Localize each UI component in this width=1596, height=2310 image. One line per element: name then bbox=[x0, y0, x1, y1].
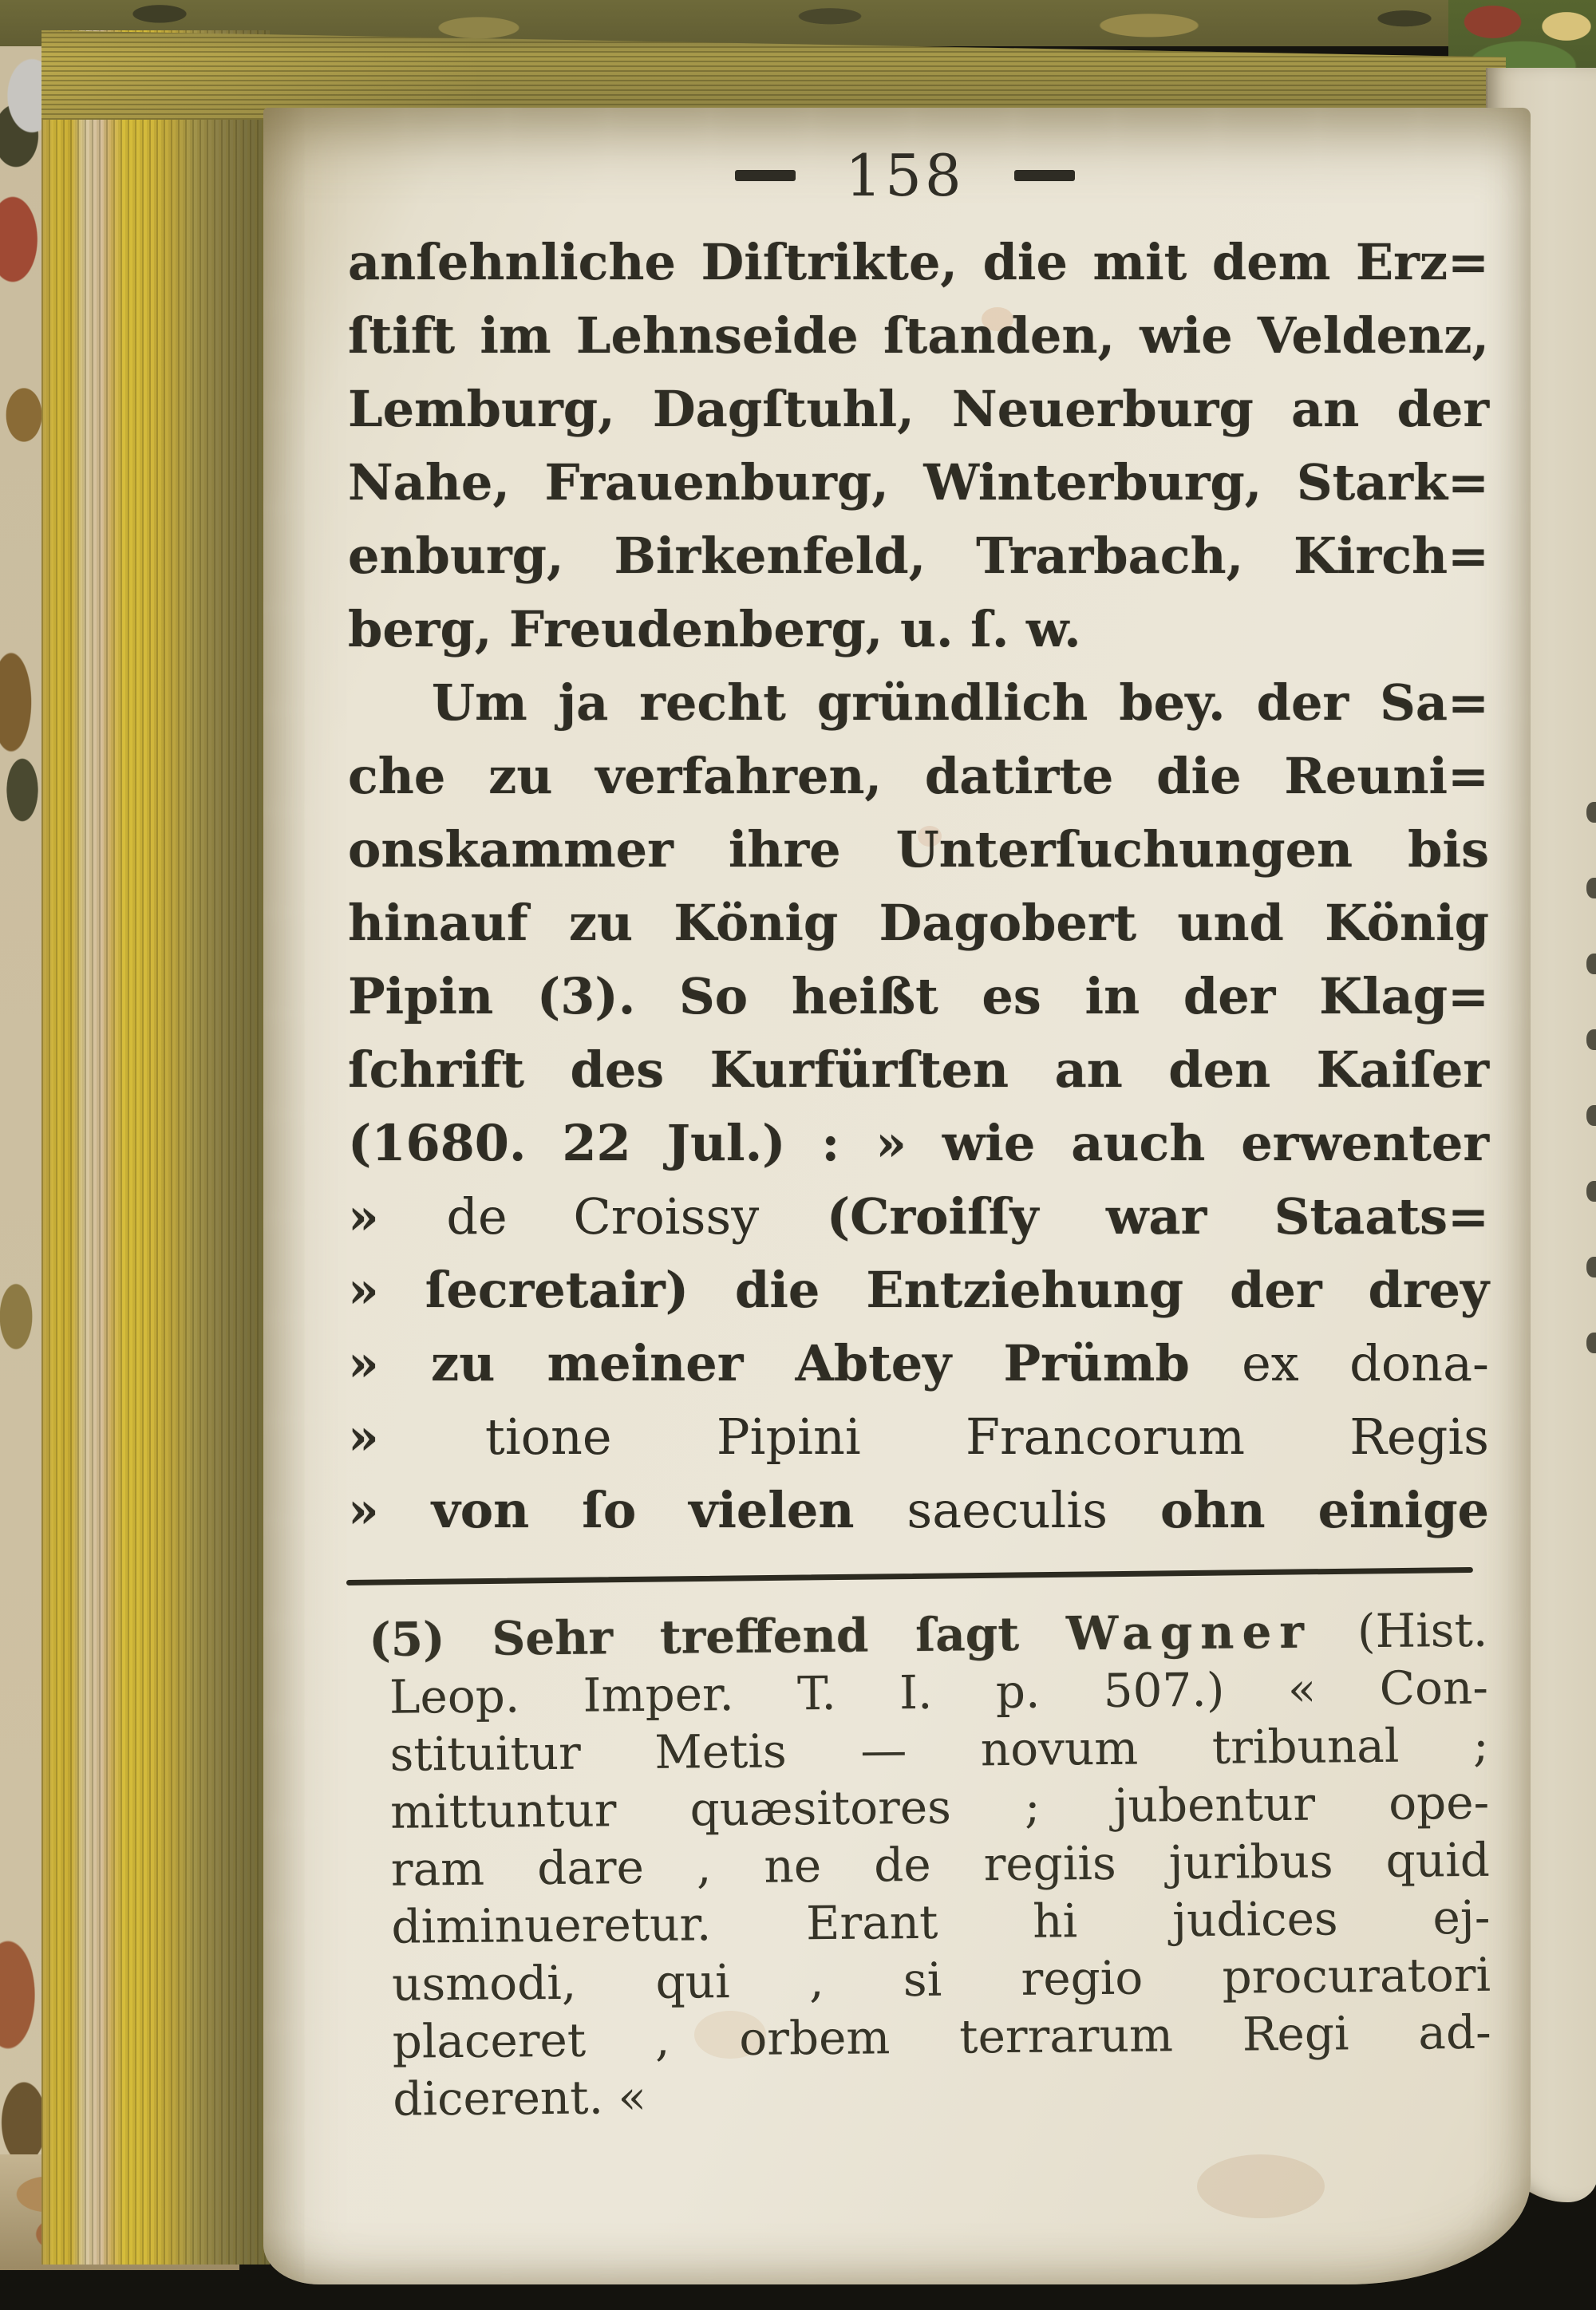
bleed-through-fragment bbox=[1586, 878, 1596, 898]
antiqua-segment: dicerent. « bbox=[393, 2069, 647, 2126]
text-line bbox=[348, 299, 1489, 373]
text-line bbox=[348, 1327, 1489, 1400]
antiqua-segment: saeculis bbox=[907, 1481, 1108, 1539]
antiqua-segment: usmodi, qui , si regio procuratori bbox=[391, 1947, 1491, 2012]
text-line bbox=[348, 813, 1489, 886]
fraktur-segment: Lemburg, Dagſtuhl, Neuerburg an der bbox=[348, 380, 1489, 438]
fraktur-segment: enburg, Birkenfeld, Trarbach, Kirch= bbox=[348, 527, 1489, 585]
fraktur-segment: hinauf zu König Dagobert und König bbox=[348, 894, 1489, 952]
fraktur-segment: ohn einige bbox=[1108, 1481, 1490, 1539]
fraktur-segment: (Croiſſy war Staats= bbox=[759, 1187, 1489, 1246]
bleed-through-fragment bbox=[1586, 1333, 1596, 1353]
text-line bbox=[348, 226, 1489, 299]
text-line bbox=[348, 960, 1489, 1033]
fraktur-segment: Um ja recht gründlich bey. der Sa= bbox=[432, 673, 1489, 732]
text-line bbox=[348, 1400, 1489, 1474]
text-line bbox=[348, 593, 1489, 666]
fraktur-segment: anſehnliche Diſtrikte, die mit dem Erz= bbox=[348, 233, 1489, 291]
antiqua-segment: ex dona- bbox=[1242, 1334, 1489, 1392]
fraktur-segment: » zu meiner Abtey Prümb bbox=[348, 1334, 1242, 1392]
antiqua-segment: Leop. Imper. T. I. p. 507.) « Con- bbox=[389, 1660, 1489, 1724]
antiqua-segment: (Hist. bbox=[1311, 1602, 1488, 1659]
fraktur-segment: Pipin (3). So heißt es in der Klag= bbox=[348, 967, 1489, 1025]
text-line bbox=[372, 1946, 1491, 2013]
text-line bbox=[369, 1716, 1489, 1783]
fraktur-segment: Wagner bbox=[1065, 1604, 1313, 1661]
antiqua-segment: stituitur Metis — novum tribunal ; bbox=[389, 1717, 1489, 1782]
text-line bbox=[348, 1033, 1489, 1107]
book-page bbox=[263, 108, 1531, 2284]
text-line bbox=[370, 1774, 1490, 1841]
text-line bbox=[372, 2004, 1491, 2071]
header-dash-left bbox=[735, 170, 796, 181]
antiqua-segment: de Croissy bbox=[446, 1187, 760, 1246]
antiqua-segment: diminueretur. Erant hi judices ej- bbox=[391, 1889, 1491, 1954]
text-line bbox=[369, 1659, 1489, 1726]
fraktur-segment: » ſecretair) die Entziehung der drey bbox=[348, 1261, 1489, 1319]
text-line bbox=[348, 1180, 1489, 1254]
bleed-through-fragment bbox=[1586, 1029, 1596, 1050]
fraktur-segment: onskammer ihre Unterſuchungen bis bbox=[348, 820, 1489, 879]
fraktur-segment: » bbox=[348, 1408, 485, 1466]
fraktur-segment: » bbox=[348, 1187, 447, 1246]
text-line bbox=[371, 1889, 1491, 1956]
fraktur-segment: che zu verfahren, datirte die Reuni= bbox=[348, 747, 1489, 805]
antiqua-segment: tione Pipini Francorum Regis bbox=[484, 1408, 1489, 1466]
fraktur-segment: berg, Freudenberg, u. ſ. w. bbox=[348, 600, 1081, 658]
body-text bbox=[348, 226, 1489, 1547]
fraktur-segment: (5) Sehr treffend ſagt bbox=[369, 1606, 1067, 1667]
text-line bbox=[348, 1107, 1489, 1180]
text-line bbox=[371, 1831, 1491, 1898]
text-line bbox=[348, 519, 1489, 593]
header-dash-right bbox=[1014, 170, 1075, 181]
bleed-through-fragment bbox=[1586, 954, 1596, 974]
paper-stain bbox=[1197, 2154, 1325, 2218]
fraktur-segment: » von ſo vielen bbox=[348, 1481, 907, 1539]
fraktur-segment: (1680. 22 Jul.) : » wie auch erwenter bbox=[348, 1114, 1489, 1172]
bleed-through-fragment bbox=[1586, 1105, 1596, 1126]
text-line bbox=[373, 2061, 1492, 2128]
footnote-separator-rule bbox=[346, 1567, 1473, 1585]
footnote-text bbox=[369, 1601, 1492, 2128]
page-number: 158 bbox=[845, 142, 965, 209]
text-line bbox=[348, 1474, 1489, 1547]
text-line bbox=[348, 446, 1489, 519]
text-line bbox=[348, 1254, 1489, 1327]
bleed-through-fragment bbox=[1586, 1257, 1596, 1277]
bleed-through-fragment bbox=[1586, 1181, 1596, 1202]
fraktur-segment: Nahe, Frauenburg, Winterburg, Stark= bbox=[348, 453, 1489, 511]
antiqua-segment: placeret , orbem terrarum Regi ad- bbox=[392, 2004, 1491, 2069]
antiqua-segment: ram dare , ne de regiis juribus quid bbox=[390, 1832, 1491, 1897]
antiqua-segment: mittuntur quæsitores ; jubentur ope- bbox=[389, 1775, 1490, 1839]
text-line bbox=[369, 1601, 1488, 1668]
bleed-through-fragment bbox=[1586, 802, 1596, 823]
text-line bbox=[348, 666, 1489, 740]
fraktur-segment: ſtift im Lehnseide ſtanden, wie Veldenz, bbox=[348, 306, 1489, 365]
text-line bbox=[348, 740, 1489, 813]
text-line bbox=[348, 373, 1489, 446]
gilt-page-edges-left bbox=[41, 30, 270, 2265]
page-header bbox=[271, 142, 1539, 209]
fraktur-segment: ſchrift des Kurfürſten an den Kaiſer bbox=[348, 1040, 1489, 1099]
text-line bbox=[348, 886, 1489, 960]
